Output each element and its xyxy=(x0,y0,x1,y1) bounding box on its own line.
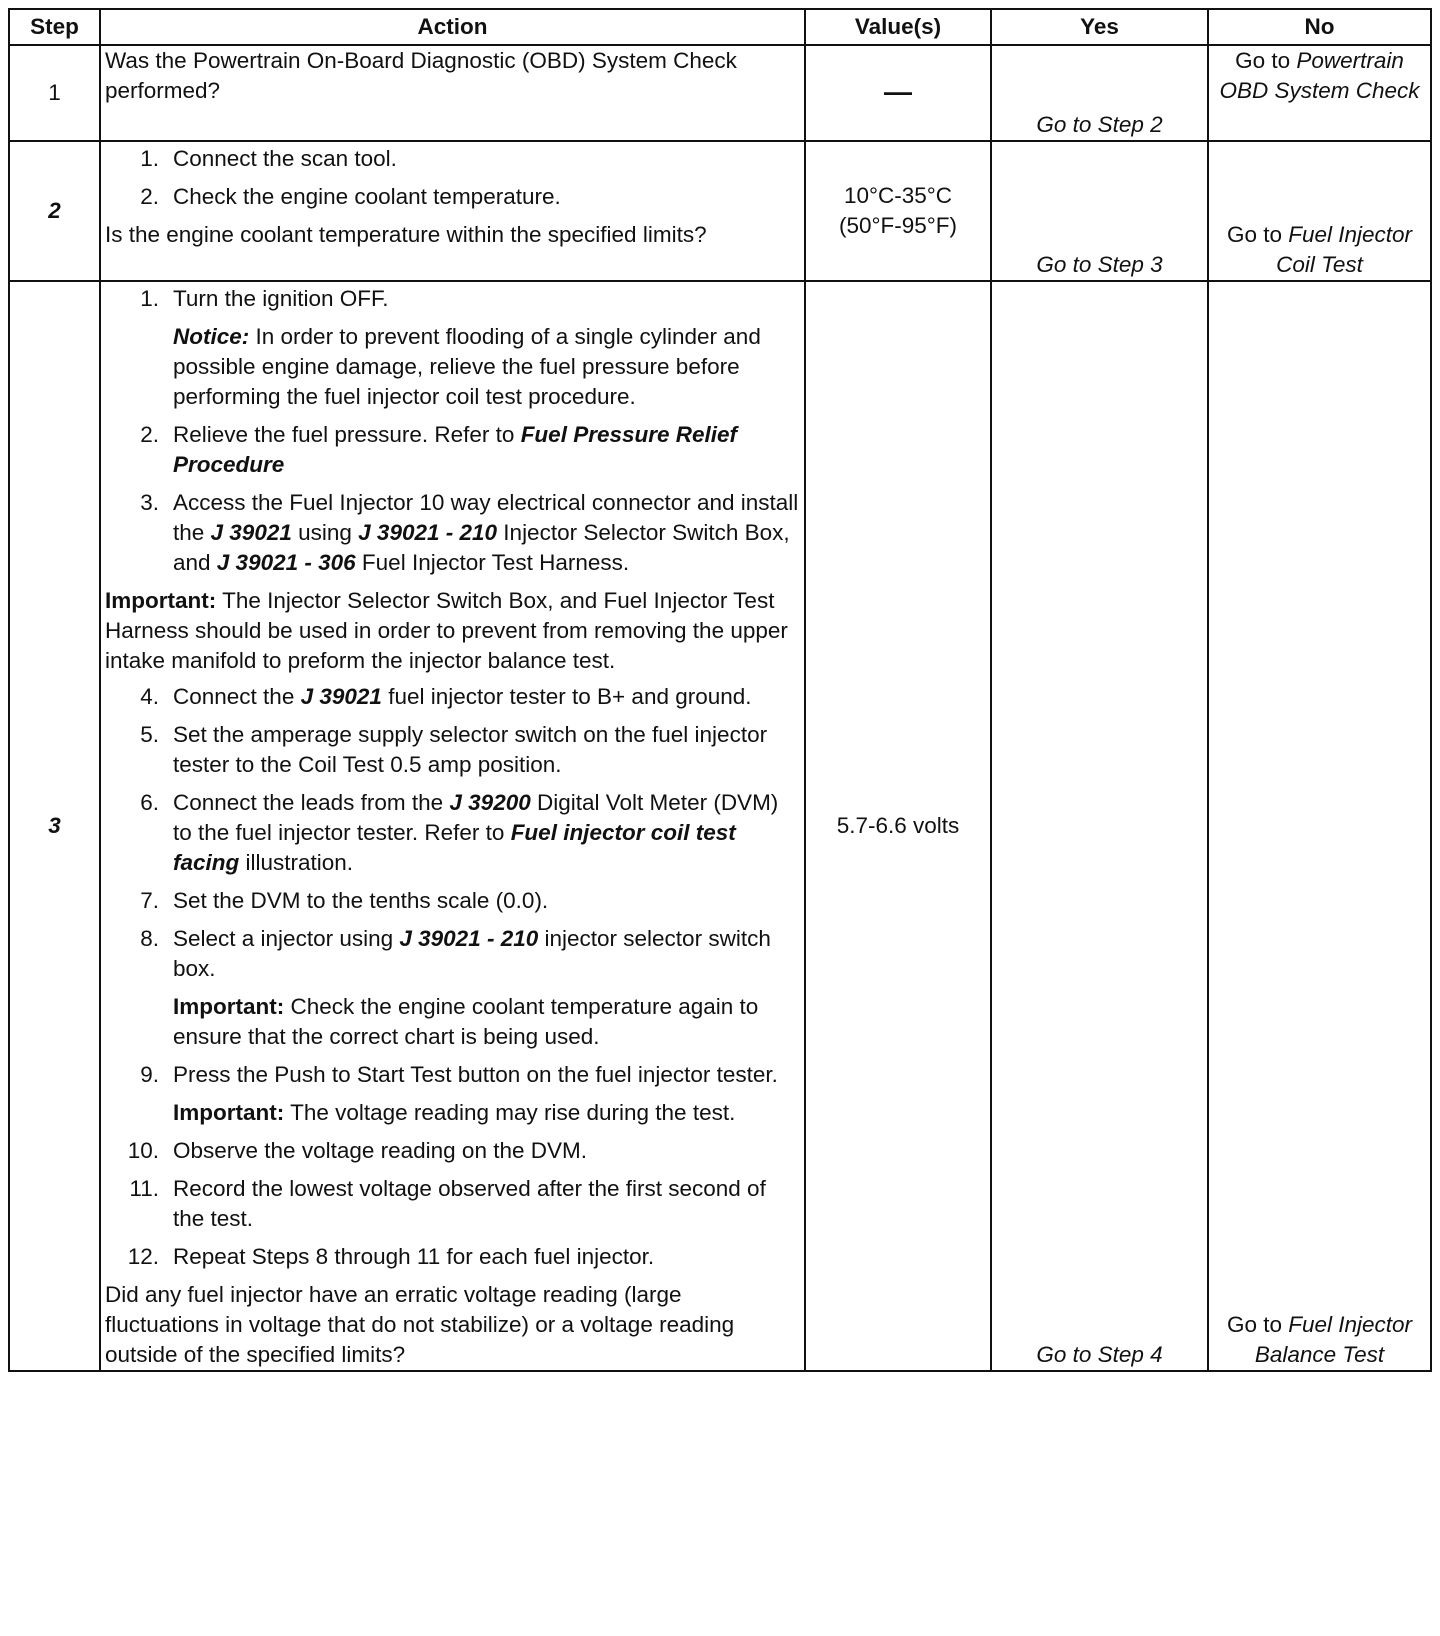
item-text: Turn the ignition OFF. xyxy=(173,286,389,311)
tool-ref: J 39021 - 210 xyxy=(358,520,498,545)
tool-ref: J 39200 xyxy=(449,790,531,815)
list-item xyxy=(105,284,800,314)
notice-block xyxy=(105,322,800,412)
list-item xyxy=(105,1136,800,1166)
item-text: Digital Volt Meter (DVM) to the fuel injector tester. Refer to xyxy=(173,790,779,845)
important-text: The Injector Selector Switch Box, and Fuel Injector Test Harness should be used in order to prevent from removing the upper intake manifold to preform the injector balance test. xyxy=(105,588,788,673)
list-item xyxy=(105,1174,800,1234)
yes-link[interactable]: Go to Step 2 xyxy=(991,45,1208,141)
procedure-list xyxy=(105,420,800,578)
important-label: Important: xyxy=(105,588,217,613)
action-question: Is the engine coolant temperature within the specified limits? xyxy=(105,222,707,247)
procedure-list xyxy=(105,284,800,314)
table-row xyxy=(9,45,1431,141)
action-cell xyxy=(100,141,805,281)
no-link[interactable]: Fuel Injector Balance Test xyxy=(1254,1312,1413,1367)
tool-ref: J 39021 xyxy=(300,684,382,709)
procedure-list xyxy=(105,144,800,212)
list-item xyxy=(105,886,800,916)
item-text: Access the Fuel Injector 10 way electrical connector and install the xyxy=(173,490,799,545)
action-cell xyxy=(100,281,805,1371)
item-text: Set the DVM to the tenths scale (0.0). xyxy=(173,888,549,913)
item-text: Connect the scan tool. xyxy=(173,146,397,171)
item-number: 1. xyxy=(140,146,159,171)
procedure-list xyxy=(105,682,800,984)
header-yes: Yes xyxy=(991,9,1208,45)
step-number: 2 xyxy=(9,141,100,281)
important-block xyxy=(105,1098,800,1128)
tool-ref: J 39021 - 210 xyxy=(399,926,539,951)
no-cell[interactable] xyxy=(1208,281,1431,1371)
yes-link[interactable]: Go to Step 3 xyxy=(991,141,1208,281)
important-text: The voltage reading may rise during the test. xyxy=(284,1100,736,1125)
item-number: 3. xyxy=(140,490,159,515)
action-question: Was the Powertrain On-Board Diagnostic (OBD) System Check performed? xyxy=(105,48,737,103)
step-number: 3 xyxy=(9,281,100,1371)
illustration-link[interactable]: Fuel injector coil test facing xyxy=(173,820,736,875)
table-row xyxy=(9,281,1431,1371)
item-number: 11. xyxy=(129,1176,159,1201)
step-number: 1 xyxy=(9,45,100,141)
item-number: 9. xyxy=(140,1062,159,1087)
important-text: Check the engine coolant temperature again to ensure that the correct chart is being used. xyxy=(173,994,759,1049)
item-text: Fuel Injector Test Harness. xyxy=(355,550,630,575)
item-number: 1. xyxy=(140,286,159,311)
notice-text: In order to prevent flooding of a single cylinder and possible engine damage, relieve the fuel pressure before performing the fuel injector coil test procedure. xyxy=(173,324,761,409)
no-link[interactable]: Powertrain OBD System Check xyxy=(1219,48,1420,103)
item-number: 4. xyxy=(140,684,159,709)
procedure-link[interactable]: Fuel Pressure Relief Procedure xyxy=(173,422,738,477)
action-cell xyxy=(100,45,805,141)
value-text: (50°F-95°F) xyxy=(838,213,957,238)
action-question: Did any fuel injector have an erratic voltage reading (large fluctuations in voltage that do not stabilize) or a voltage reading outside of the specified limits? xyxy=(105,1282,735,1367)
list-item xyxy=(105,788,800,878)
list-item xyxy=(105,720,800,780)
no-prefix: Go to xyxy=(1226,222,1289,247)
item-number: 2. xyxy=(140,422,159,447)
item-number: 10. xyxy=(127,1138,159,1163)
value-text: — xyxy=(884,76,912,107)
item-text: Repeat Steps 8 through 11 for each fuel injector. xyxy=(173,1244,655,1269)
item-text: Set the amperage supply selector switch on the fuel injector tester to the Coil Test 0.5 amp position. xyxy=(173,722,768,777)
important-label: Important: xyxy=(173,994,285,1019)
no-prefix: Go to xyxy=(1226,1312,1289,1337)
item-text: injector selector switch box. xyxy=(173,926,771,981)
list-item xyxy=(105,682,800,712)
procedure-list xyxy=(105,1060,800,1090)
yes-link[interactable]: Go to Step 4 xyxy=(991,281,1208,1371)
header-row xyxy=(9,9,1431,45)
list-item xyxy=(105,488,800,578)
item-text: illustration. xyxy=(239,850,354,875)
tool-ref: J 39021 - 306 xyxy=(216,550,356,575)
list-item xyxy=(105,182,800,212)
procedure-list xyxy=(105,1136,800,1272)
item-text: fuel injector tester to B+ and ground. xyxy=(381,684,752,709)
header-values: Value(s) xyxy=(805,9,991,45)
value-text: 10°C-35°C xyxy=(843,183,953,208)
item-number: 7. xyxy=(140,888,159,913)
table-row xyxy=(9,141,1431,281)
list-item xyxy=(105,1242,800,1272)
item-number: 8. xyxy=(140,926,159,951)
list-item xyxy=(105,1060,800,1090)
no-link[interactable]: Fuel Injector Coil Test xyxy=(1276,222,1413,277)
no-cell[interactable] xyxy=(1208,141,1431,281)
item-number: 5. xyxy=(140,722,159,747)
list-item xyxy=(105,924,800,984)
value-cell xyxy=(805,45,991,141)
item-text: Relieve the fuel pressure. Refer to xyxy=(173,422,521,447)
item-text: Connect the leads from the xyxy=(173,790,450,815)
important-block xyxy=(105,586,800,676)
item-text: Press the Push to Start Test button on the fuel injector tester. xyxy=(173,1062,778,1087)
value-cell xyxy=(805,141,991,281)
value-text: 5.7-6.6 volts xyxy=(836,813,960,838)
no-cell[interactable] xyxy=(1208,45,1431,141)
item-number: 6. xyxy=(140,790,159,815)
item-number: 2. xyxy=(140,184,159,209)
tool-ref: J 39021 xyxy=(210,520,292,545)
item-text: Check the engine coolant temperature. xyxy=(173,184,561,209)
item-text: Observe the voltage reading on the DVM. xyxy=(173,1138,587,1163)
notice-label: Notice: xyxy=(173,324,250,349)
item-number: 12. xyxy=(127,1244,159,1269)
item-text: using xyxy=(291,520,359,545)
item-text: Select a injector using xyxy=(173,926,400,951)
item-text: Connect the xyxy=(173,684,301,709)
item-text: Injector Selector Switch Box, and xyxy=(173,520,790,575)
important-block xyxy=(105,992,800,1052)
header-step: Step xyxy=(9,9,100,45)
important-label: Important: xyxy=(173,1100,285,1125)
list-item xyxy=(105,144,800,174)
list-item xyxy=(105,420,800,480)
no-prefix: Go to xyxy=(1235,48,1297,73)
item-text: Record the lowest voltage observed after the first second of the test. xyxy=(173,1176,766,1231)
header-action: Action xyxy=(100,9,805,45)
value-cell xyxy=(805,281,991,1371)
header-no: No xyxy=(1208,9,1431,45)
diagnostic-table xyxy=(8,8,1432,1372)
